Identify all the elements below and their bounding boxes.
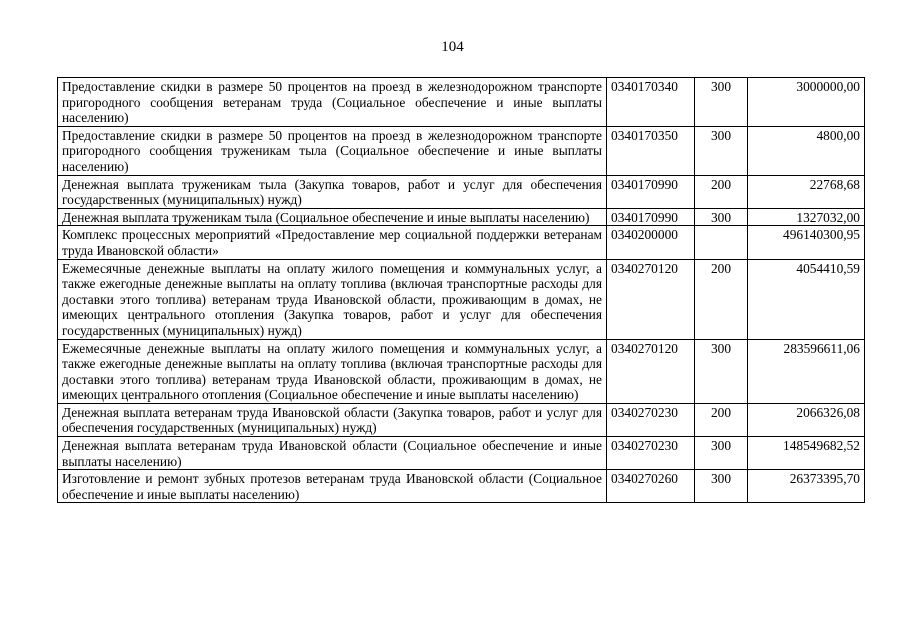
amount-cell: 148549682,52 (748, 437, 865, 470)
budget-table (57, 77, 865, 503)
table-row (58, 259, 865, 339)
expense-name-cell: Ежемесячные денежные выплаты на оплату жилого помещения и коммунальных услуг, а также ежегодные денежные выплаты на оплату топлива (включая транспортные расходы для доставки этого топлива) ветеранам труда Ивановской области, проживающим в домах, не имеющих центрального отопления (Социальное обеспечение и иные выплаты населению) (58, 339, 607, 403)
target-code-cell: 0340270230 (607, 437, 695, 470)
expense-type-cell: 300 (695, 437, 748, 470)
target-code-cell: 0340170340 (607, 78, 695, 127)
table-row (58, 403, 865, 436)
target-code-cell: 0340270230 (607, 403, 695, 436)
expense-name-cell: Предоставление скидки в размере 50 процентов на проезд в железнодорожном транспорте пригородного сообщения ветеранам труда (Социальное обеспечение и иные выплаты населению) (58, 78, 607, 127)
table-row (58, 226, 865, 259)
budget-table-body (58, 78, 865, 503)
amount-cell: 1327032,00 (748, 208, 865, 226)
expense-type-cell: 300 (695, 78, 748, 127)
page-number: 104 (441, 39, 464, 55)
expense-type-cell: 200 (695, 403, 748, 436)
table-row (58, 175, 865, 208)
table-row (58, 339, 865, 403)
expense-name-cell: Денежная выплата ветеранам труда Ивановской области (Закупка товаров, работ и услуг для обеспечения государственных (муниципальных) нужд) (58, 403, 607, 436)
target-code-cell: 0340270120 (607, 259, 695, 339)
amount-cell: 26373395,70 (748, 470, 865, 503)
expense-name-cell: Комплекс процессных мероприятий «Предоставление мер социальной поддержки ветеранам труда Ивановской области» (58, 226, 607, 259)
table-row (58, 437, 865, 470)
expense-name-cell: Ежемесячные денежные выплаты на оплату жилого помещения и коммунальных услуг, а также ежегодные денежные выплаты на оплату топлива (включая транспортные расходы для доставки этого топлива) ветеранам труда Ивановской области, проживающим в домах, не имеющих центрального отопления (Закупка товаров, работ и услуг для обеспечения государственных (муниципальных) нужд) (58, 259, 607, 339)
amount-cell: 2066326,08 (748, 403, 865, 436)
expense-name-cell: Денежная выплата ветеранам труда Ивановской области (Социальное обеспечение и иные выплаты населению) (58, 437, 607, 470)
amount-cell: 283596611,06 (748, 339, 865, 403)
expense-type-cell: 300 (695, 470, 748, 503)
target-code-cell: 0340270120 (607, 339, 695, 403)
amount-cell: 4800,00 (748, 126, 865, 175)
target-code-cell: 0340170990 (607, 208, 695, 226)
table-row (58, 208, 865, 226)
target-code-cell: 0340270260 (607, 470, 695, 503)
expense-type-cell: 300 (695, 126, 748, 175)
target-code-cell: 0340170990 (607, 175, 695, 208)
table-row (58, 126, 865, 175)
amount-cell: 22768,68 (748, 175, 865, 208)
expense-type-cell: 300 (695, 339, 748, 403)
expense-name-cell: Изготовление и ремонт зубных протезов ветеранам труда Ивановской области (Социальное обеспечение и иные выплаты населению) (58, 470, 607, 503)
table-row (58, 78, 865, 127)
amount-cell: 3000000,00 (748, 78, 865, 127)
target-code-cell: 0340170350 (607, 126, 695, 175)
target-code-cell: 0340200000 (607, 226, 695, 259)
table-row (58, 470, 865, 503)
amount-cell: 4054410,59 (748, 259, 865, 339)
expense-name-cell: Денежная выплата труженикам тыла (Закупка товаров, работ и услуг для обеспечения государственных (муниципальных) нужд) (58, 175, 607, 208)
expense-type-cell: 200 (695, 259, 748, 339)
expense-name-cell: Денежная выплата труженикам тыла (Социальное обеспечение и иные выплаты населению) (58, 208, 607, 226)
expense-type-cell (695, 226, 748, 259)
expense-type-cell: 200 (695, 175, 748, 208)
expense-type-cell: 300 (695, 208, 748, 226)
amount-cell: 496140300,95 (748, 226, 865, 259)
expense-name-cell: Предоставление скидки в размере 50 процентов на проезд в железнодорожном транспорте пригородного сообщения труженикам тыла (Социальное обеспечение и иные выплаты населению) (58, 126, 607, 175)
